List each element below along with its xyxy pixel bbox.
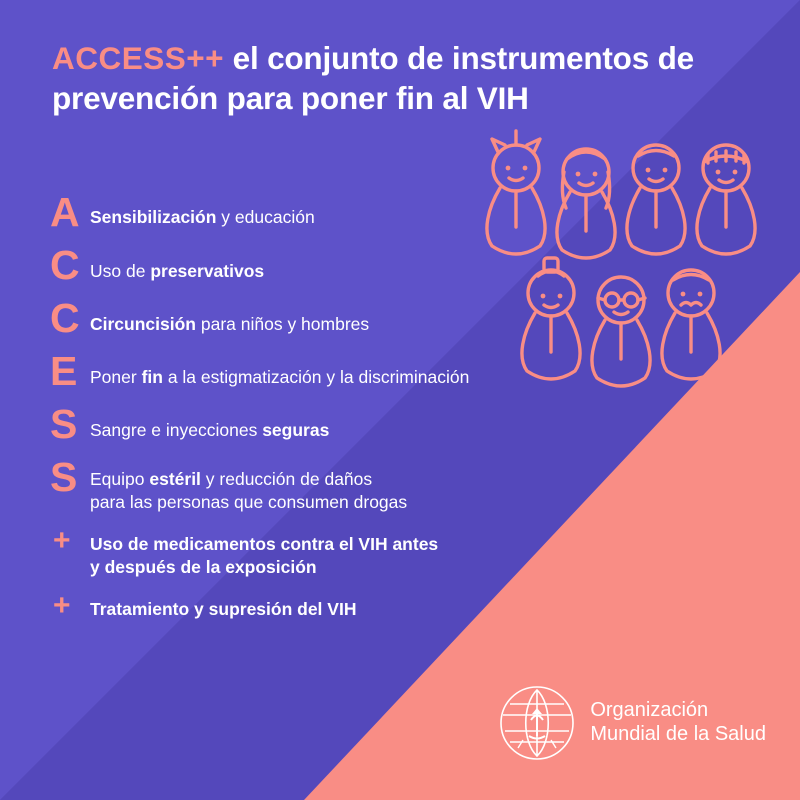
who-emblem-icon [498,684,576,762]
brand-access: ACCESS++ [52,40,225,76]
page-title [52,38,772,119]
letter-marker: A [50,189,80,235]
seven-people-figures-icon [468,128,768,390]
text-segment: Equipo [90,469,150,489]
letter-marker: S [50,454,78,500]
text-segment: fin [141,367,163,387]
list-item [50,401,670,447]
list-item-text [90,298,369,336]
plus-marker: + [53,524,71,558]
list-item-text [90,351,469,389]
plus-marker: + [53,589,71,623]
who-logo-line1: Organización [590,699,709,722]
list-item-text [90,404,329,442]
list-item-text [90,245,264,283]
letter-marker: S [50,401,78,447]
list-item-text [90,527,438,579]
text-segment: Uso de [90,261,151,281]
text-segment: estéril [149,469,201,489]
letter-marker: C [50,242,80,288]
list-item-text [90,457,407,514]
text-segment: para niños y hombres [196,314,370,334]
who-logo-text [590,699,766,746]
letter-marker: E [50,348,78,394]
text-segment: Sangre e inyecciones [90,420,263,440]
text-segment: para las personas que consumen drogas [90,492,408,513]
list-item [50,454,670,514]
text-segment: y después de la exposición [90,557,317,578]
text-segment: a la estigmatización y la discriminación [162,367,470,387]
list-item-text [90,192,315,229]
text-segment: Tratamiento y supresión del VIH [90,599,357,620]
text-segment: y reducción de daños [200,469,373,489]
who-logo-line2: Mundial de la Salud [590,723,766,745]
text-segment: y educación [216,207,315,227]
headline-rest: el conjunto de instrumentos de prevención para poner fin al VIH [52,40,694,117]
list-item [50,524,670,579]
text-segment: preservativos [150,261,265,281]
text-segment: Uso de medicamentos contra el VIH antes [90,534,439,555]
who-logo [498,684,766,762]
text-segment: Poner [90,367,142,387]
text-segment: Circuncisión [90,314,196,334]
list-item [50,589,670,623]
text-segment: Sensibilización [90,207,217,227]
list-item-text [90,592,356,621]
text-segment: seguras [262,420,330,440]
letter-marker: C [50,295,80,341]
